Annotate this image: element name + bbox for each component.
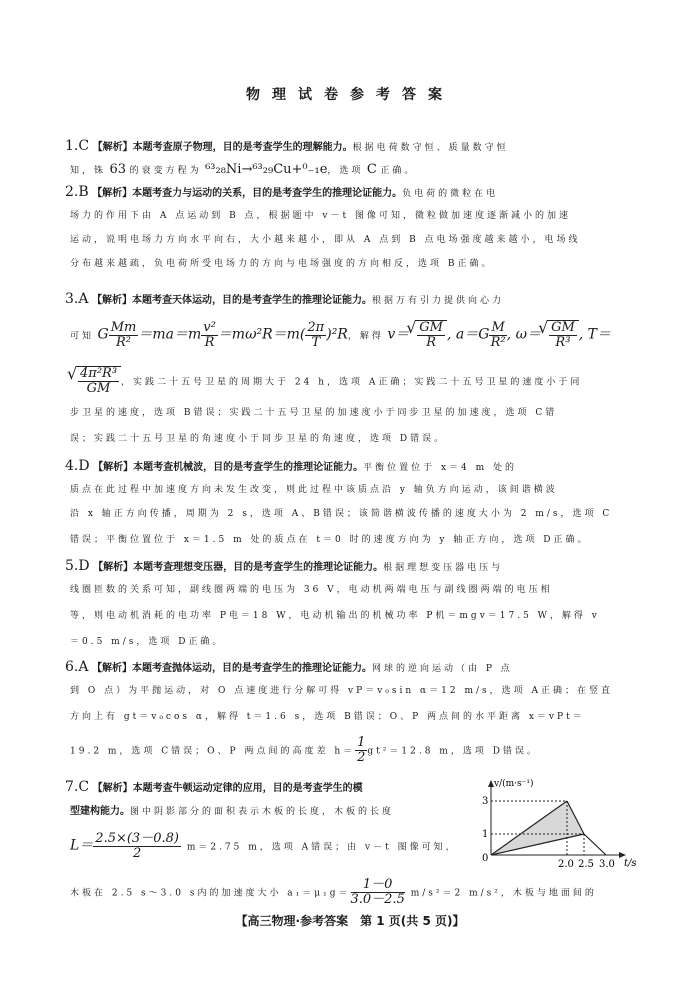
- answer-text: 负电荷的微粒在电: [402, 189, 499, 199]
- formula-line: [70, 832, 458, 861]
- answer-number: 7.C: [65, 779, 90, 795]
- answer-text: 本题考查力与运动的关系，目的是考查学生的推理论证能力。: [132, 188, 403, 199]
- answer-text: ，实践二十五号卫星的周期大于 24 h，选项 A正确；实践二十五号卫星的速度小于同: [121, 377, 583, 388]
- page-title: 物理试卷参考答案: [246, 87, 454, 103]
- answer-text: 木板在 2.5 s～3.0 s内的加速度大小 a₁＝μ₁g＝: [70, 888, 351, 899]
- answer-text: 沿 x 轴正方向传播，周期为 2 s，选项 A、B错误；该简谐横波传播的速度大小为 2 m/s，选项 C: [70, 509, 613, 519]
- answer-text: 图中阴影部分的面积表示木板的长度，木板的长度: [130, 807, 395, 817]
- x-tick-label: 2.5: [578, 859, 594, 868]
- answer-text: 本题考查抛体运动，目的是考查学生的推理论证能力。: [131, 663, 372, 674]
- answer-text: 网球的逆向运动（由 P 点: [371, 664, 513, 674]
- analysis-tag: 【解析】: [93, 562, 134, 573]
- analysis-tag: 【解析】: [91, 663, 132, 674]
- decay-equation: ⁶³₂₈Ni→⁶³₂₉Cu+⁰₋₁e: [205, 162, 328, 177]
- answer-text: 63: [109, 162, 127, 177]
- answer-text: 线圈匝数的关系可知，副线圈两端的电压为 36 V，电动机两端电压与副线圈两端的电压相: [70, 585, 553, 595]
- answer-text: 型建构能力。: [70, 806, 130, 817]
- answer-number: 2.B: [65, 184, 89, 200]
- answer-text: 本题考查天体运动，目的是考查学生的推理论证能力。: [131, 295, 372, 306]
- answer-text: 知，铢: [70, 166, 107, 176]
- answer-text: m＝2.75 m，选项 A错误；由 v－t 图像可知，: [180, 842, 458, 853]
- fraction-denominator: 3.0－2.5: [350, 892, 405, 907]
- answer-text: ，选项: [327, 166, 364, 176]
- answer-text: 步卫星的速度，选项 B错误；实践二十五号卫星的加速度小于同步卫星的加速度，选项 C错: [70, 408, 558, 418]
- fraction-numerator: 2.5×(3－0.8): [95, 831, 179, 846]
- y-tick-label: 0: [482, 853, 489, 864]
- answer-text: 场力的作用下由 A 点运动到 B 点，根据题中 v－t 图像可知，微粒做加速度逐渐减小的加速: [70, 211, 571, 221]
- formula-line: 19.2 m，选项 C错误；O、P 两点间的高度差 h＝ $\frac{1}{2}$ gt²＝12.8 m，选项 D错误。: [70, 735, 539, 765]
- answer-text: 可知: [70, 331, 95, 342]
- answer-text: 本题考查机械波，目的是考查学生的推理论证能力。: [133, 462, 364, 473]
- analysis-tag: 【解析】: [92, 783, 133, 794]
- answer-text: 本题考查原子物理，目的是考查学生的理解能力。: [132, 142, 353, 153]
- velocity-time-graph: [474, 776, 644, 868]
- fraction-denominator: 2: [132, 846, 142, 861]
- answer-text: gt²＝12.8 m，选项 D错误。: [367, 746, 539, 757]
- answer-text: 本题考查理想变压器，目的是考查学生的推理论证能力。: [133, 562, 384, 573]
- answer-text: ，解得: [347, 331, 384, 342]
- answer-text: L＝: [70, 837, 94, 854]
- answer-text: 平衡位置位于 x＝4 m 处的: [363, 463, 518, 473]
- answer-text: 质点在此过程中加速度方向未发生改变，则此过程中该质点沿 y 轴负方向运动，该间谐横波: [70, 485, 558, 495]
- analysis-tag: 【解析】: [92, 188, 133, 199]
- answer-text: ＝0.5 m/s，选项 D正确。: [70, 637, 225, 647]
- page-footer: 【高三物理·参考答案 第 1 页(共 5 页)】: [235, 914, 465, 928]
- answer-text: 根据理想变压器电压与: [383, 563, 504, 573]
- analysis-tag: 【解析】: [91, 295, 132, 306]
- answer-text: 本题考查牛顿运动定律的应用，目的是考查学生的模: [132, 783, 363, 794]
- answer-text: 根据电荷数守恒、质量数守恒: [352, 143, 509, 153]
- y-tick-label: 1: [482, 829, 489, 840]
- answer-text: 的衰变方程为: [129, 166, 202, 176]
- analysis-tag: 【解析】: [92, 142, 133, 153]
- answer-text: 19.2 m，选项 C错误；O、P 两点间的高度差 h＝: [70, 746, 356, 757]
- y-axis-label: v/(m·s⁻¹): [494, 779, 534, 789]
- fraction-numerator: 1－0: [351, 878, 405, 893]
- answer-number: 6.A: [65, 659, 89, 675]
- answer-number: 1.C: [65, 138, 90, 154]
- x-tick-label: 2.0: [558, 859, 574, 868]
- answer-text: C: [366, 162, 377, 177]
- y-tick-label: 3: [482, 796, 489, 807]
- x-axis-label: t/s: [624, 858, 637, 868]
- answer-text: 运动，说明电场力方向水平向右，大小越来越小，即从 A 点到 B 点电场强度越来越小，电场线: [70, 235, 581, 245]
- analysis-tag: 【解析】: [93, 462, 134, 473]
- answer-text: 正确。: [380, 166, 417, 176]
- shaded-area: [491, 801, 584, 855]
- answer-text: 根据万有引力提供向心力: [371, 296, 504, 306]
- answer-text: m/s²＝2 m/s²，木板与地面间的: [404, 888, 597, 899]
- formula-line: 可知 G $\frac{Mm}{\text{R²}}$ ＝ma＝m $\frac{\text{v²}}{R}$ ＝mω²R＝m( $\frac{2\pi}{T}$ )²R，解得 v＝ √ $\frac{GM}{R}$ , a＝G $\frac{M}{\text{R²}}$ , ω＝ √ $\frac{GM}{\text{R³}}$ , T＝: [70, 320, 611, 350]
- x-tick-label: 3.0: [599, 859, 615, 868]
- formula-line: √ $\frac{\text{4π²R³}}{GM}$ ，实践二十五号卫星的周期大于 24 h，选项 A正确；实践二十五号卫星的速度小于同: [70, 366, 582, 396]
- answer-text: 错误；平衡位置位于 x＝1.5 m 处的质点在 t＝0 时的速度方向为 y 轴正方向，选项 D正确。: [70, 535, 590, 545]
- formula-line: [70, 878, 597, 907]
- answer-number: 4.D: [65, 458, 90, 474]
- answer-text: 分布越来越疏，负电荷所受电场力的方向与电场强度的方向相反，选项 B正确。: [70, 259, 494, 269]
- board-line: [584, 834, 606, 855]
- answer-text: 到 O 点）为平抛运动，对 O 点速度进行分解可得 vP＝v₀sin α＝12 m/s，选项 A正确；在竖直: [70, 686, 613, 696]
- answer-text: 方向上有 gt＝v₀cos α，解得 t＝1.6 s，选项 B错误；O、P 两点间的水平距离 x＝vPt＝: [70, 712, 585, 722]
- answer-text: 误；实践二十五号卫星的角速度小于同步卫星的角速度，选项 D错误。: [70, 434, 447, 444]
- answer-number: 5.D: [65, 558, 90, 574]
- answer-number: 3.A: [65, 291, 89, 307]
- answer-text: 等，则电动机消耗的电功率 P电＝18 W，电动机输出的机械功率 P机＝mgv＝17.5 W，解得 v: [70, 611, 600, 621]
